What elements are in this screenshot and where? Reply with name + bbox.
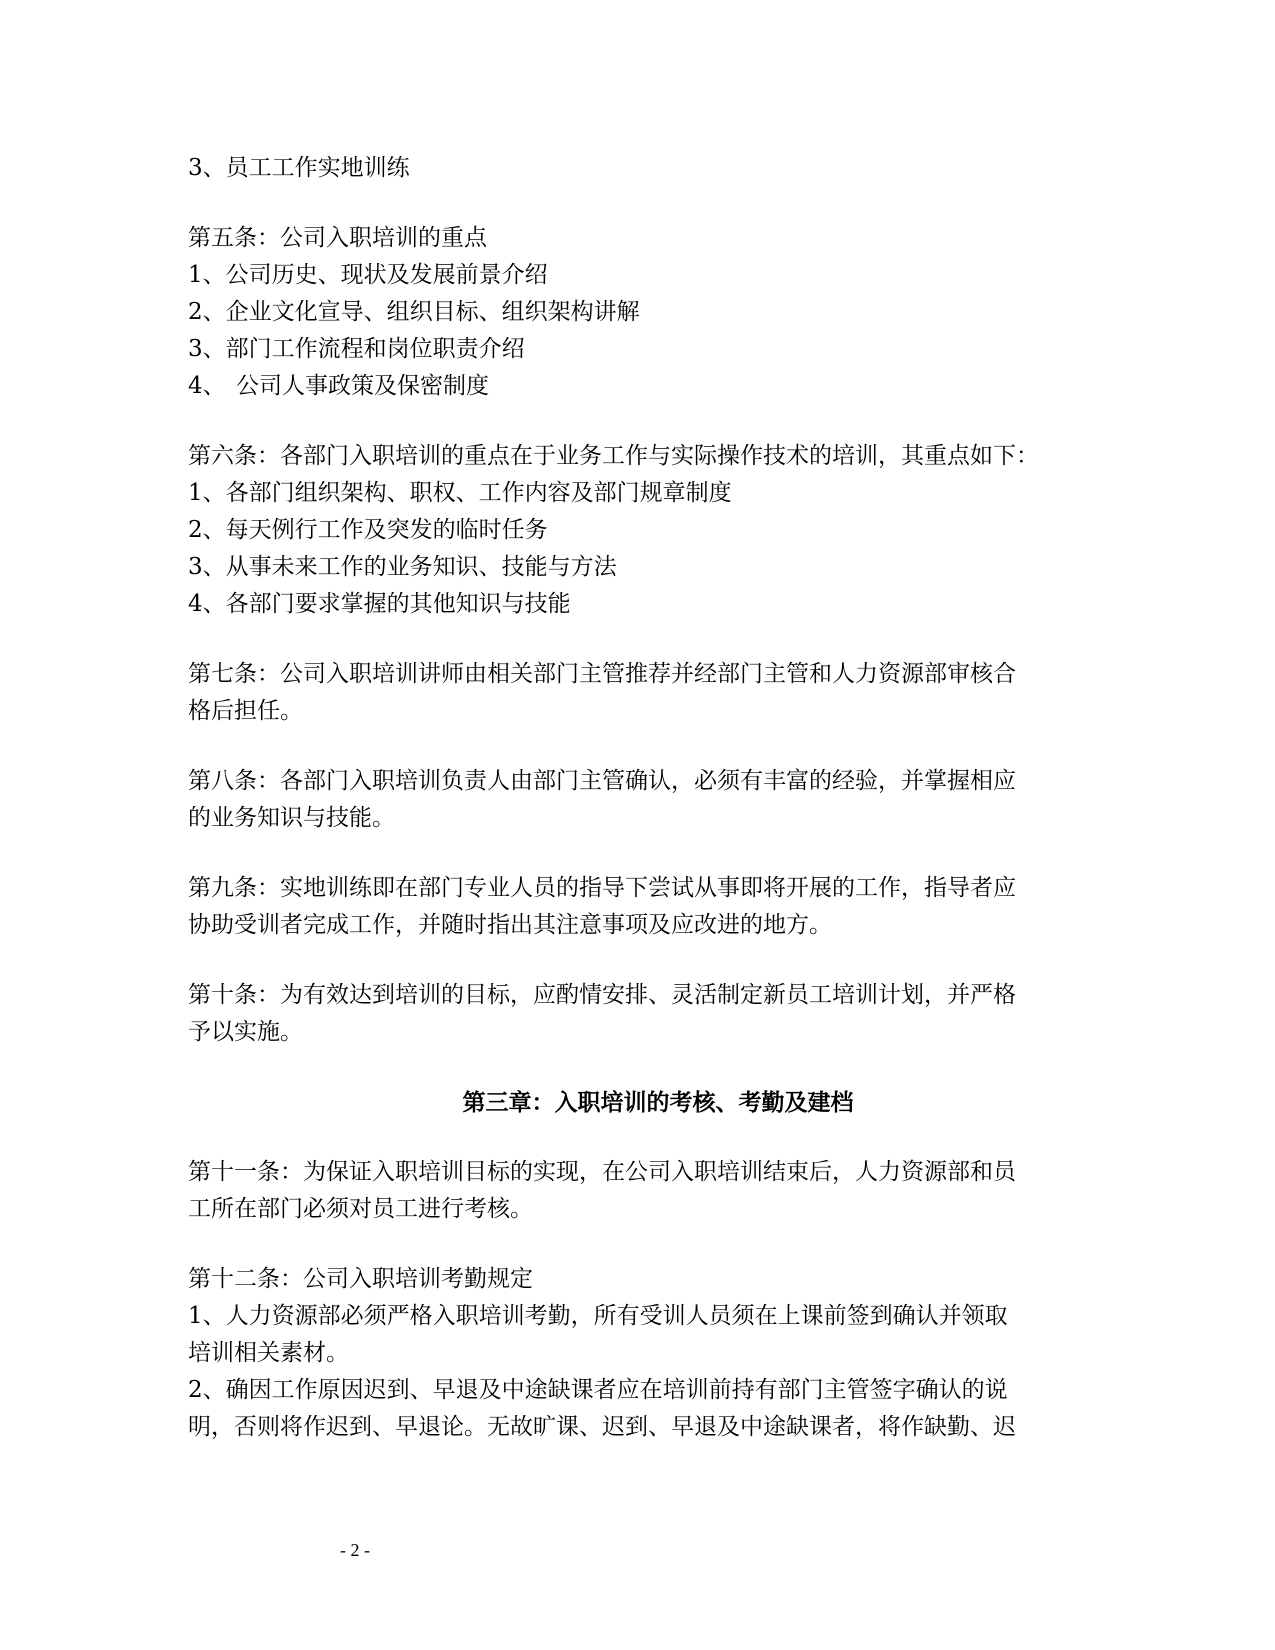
list-item: [188, 368, 1088, 405]
paragraph-gap: [188, 730, 1088, 763]
article-12-line: 2、确因工作原因迟到、早退及中途缺课者应在培训前持有部门主管签字确认的说: [188, 1377, 1008, 1403]
article-9-line: 第九条：实地训练即在部门专业人员的指导下尝试从事即将开展的工作，指导者应: [188, 875, 1016, 901]
paragraph-gap: [188, 1121, 1088, 1154]
article-8-line: 的业务知识与技能。: [188, 805, 395, 831]
paragraph-gap: [188, 623, 1088, 656]
article-5-title: 第五条：公司入职培训的重点: [188, 225, 487, 251]
article-9-line: 协助受训者完成工作，并随时指出其注意事项及应改进的地方。: [188, 912, 832, 938]
article-12-title: 第十二条：公司入职培训考勤规定: [188, 1266, 533, 1292]
article-10-line: 予以实施。: [188, 1019, 303, 1045]
document-body: [188, 150, 1088, 1446]
page-number: - 2 -: [340, 1540, 370, 1560]
article-6-title: 第六条：各部门入职培训的重点在于业务工作与实际操作技术的培训，其重点如下：: [188, 443, 1039, 469]
paragraph-gap: [188, 944, 1088, 977]
list-item: 3、部门工作流程和岗位职责介绍: [188, 336, 525, 362]
paragraph-gap: [188, 187, 1088, 220]
list-item: 3、员工工作实地训练: [188, 155, 410, 181]
list-item: 3、从事未来工作的业务知识、技能与方法: [188, 554, 617, 580]
paragraph-gap: [188, 1228, 1088, 1261]
list-item: 1、公司历史、现状及发展前景介绍: [188, 262, 548, 288]
article-12-line: 培训相关素材。: [188, 1340, 349, 1366]
paragraph-gap: [188, 1051, 1088, 1084]
article-7-line: 第七条：公司入职培训讲师由相关部门主管推荐并经部门主管和人力资源部审核合: [188, 661, 1016, 687]
article-12-line: 1、人力资源部必须严格入职培训考勤，所有受训人员须在上课前签到确认并领取: [188, 1303, 1008, 1329]
article-7-line: 格后担任。: [188, 698, 303, 724]
article-10-line: 第十条：为有效达到培训的目标，应酌情安排、灵活制定新员工培训计划，并严格: [188, 982, 1016, 1008]
chapter-heading: 第三章：入职培训的考核、考勤及建档: [462, 1089, 854, 1116]
list-item: 2、企业文化宣导、组织目标、组织架构讲解: [188, 299, 640, 325]
article-8-line: 第八条：各部门入职培训负责人由部门主管确认，必须有丰富的经验，并掌握相应: [188, 768, 1016, 794]
list-item: 2、每天例行工作及突发的临时任务: [188, 517, 548, 543]
paragraph-gap: [188, 405, 1088, 438]
article-11-line: 工所在部门必须对员工进行考核。: [188, 1196, 533, 1222]
article-11-line: 第十一条：为保证入职培训目标的实现，在公司入职培训结束后，人力资源部和员: [188, 1159, 1016, 1185]
article-12-line: 明，否则将作迟到、早退论。无故旷课、迟到、早退及中途缺课者，将作缺勤、迟: [188, 1414, 1016, 1440]
list-item-text: 公司人事政策及保密制度: [236, 373, 489, 399]
list-item: 1、各部门组织架构、职权、工作内容及部门规章制度: [188, 480, 732, 506]
list-item: 4、各部门要求掌握的其他知识与技能: [188, 591, 571, 617]
paragraph-gap: [188, 837, 1088, 870]
list-item-number: 4、: [188, 373, 226, 399]
